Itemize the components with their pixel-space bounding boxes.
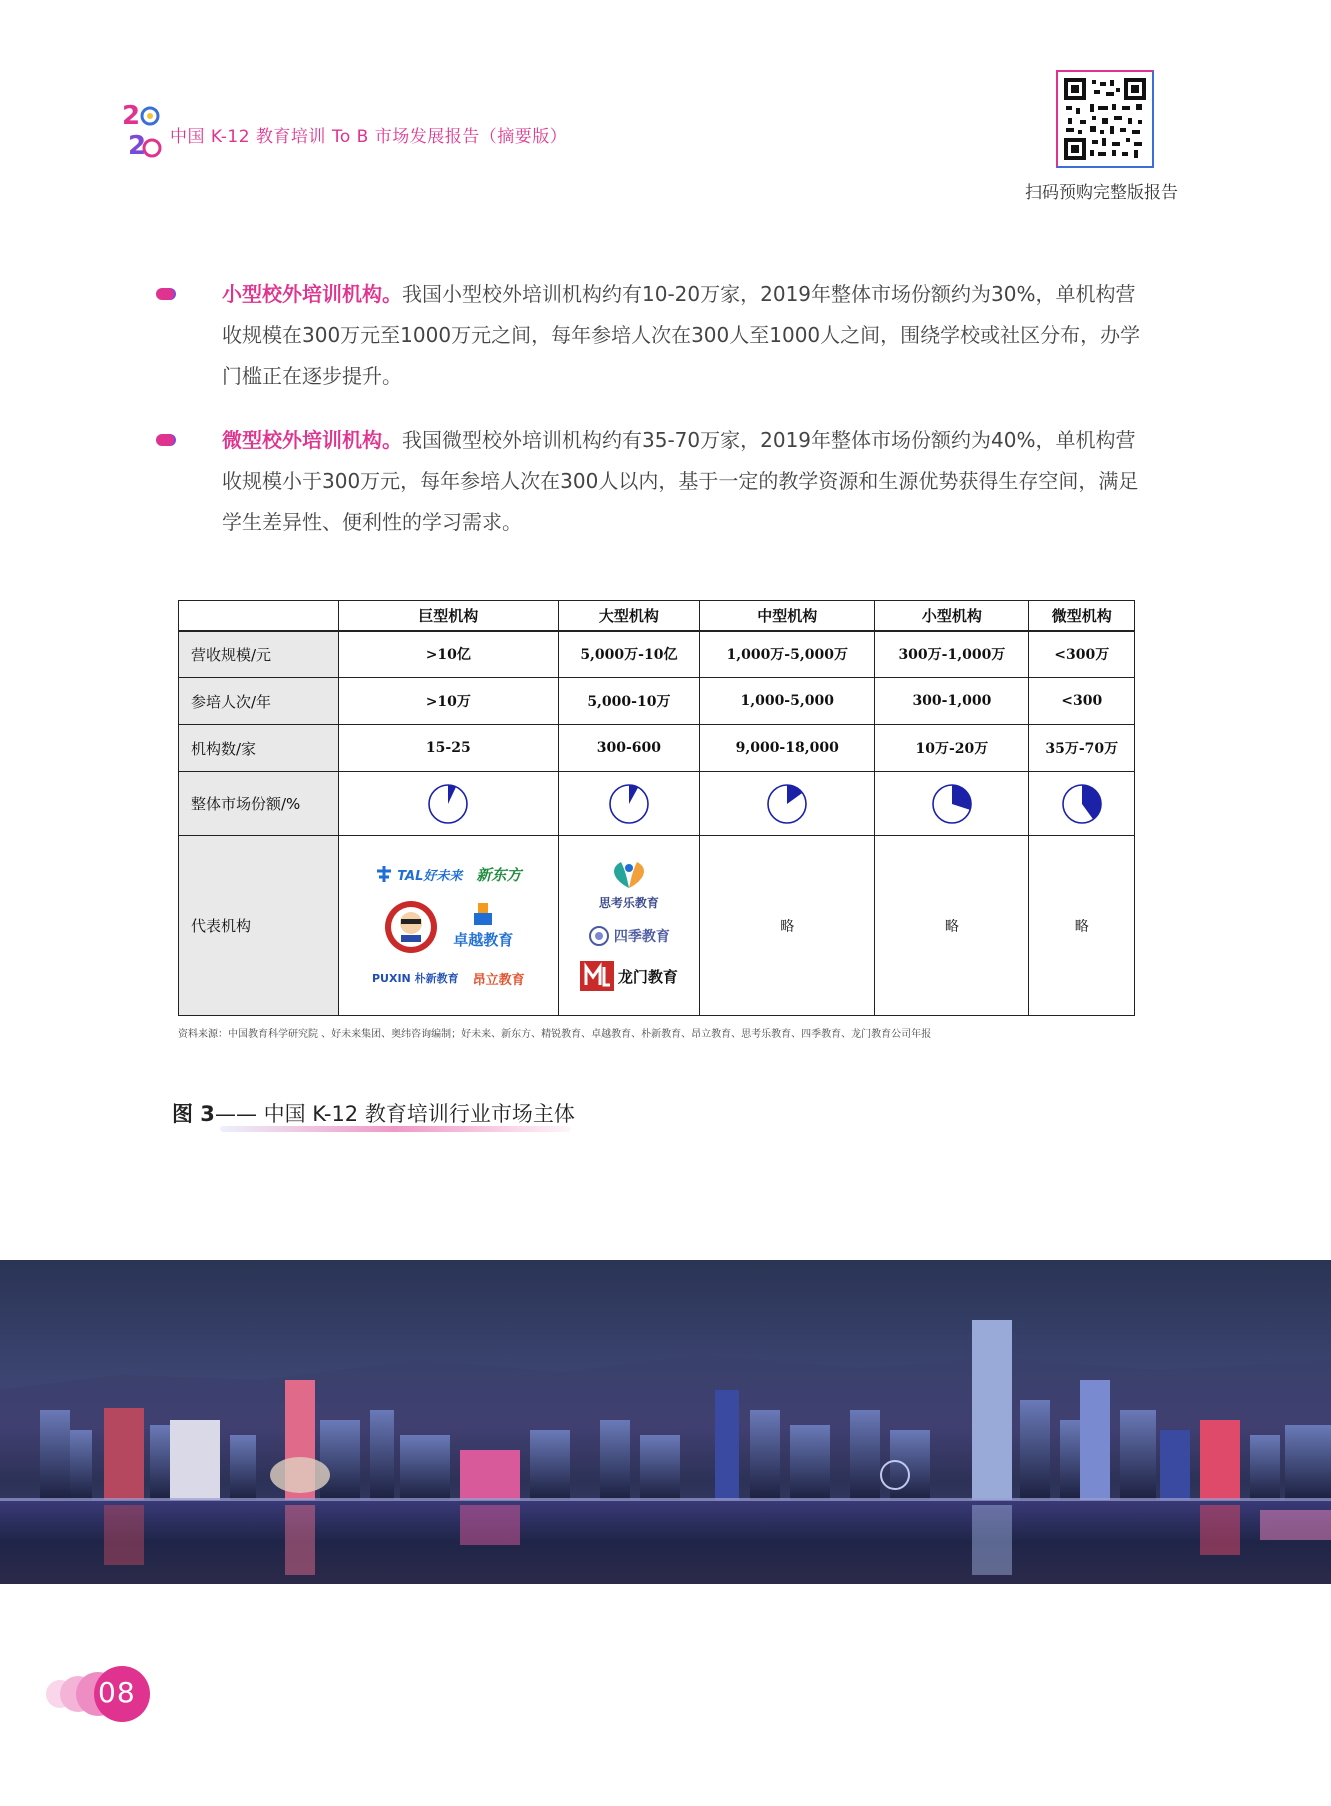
- jingrui-logo: [383, 899, 439, 955]
- bullet-head: 微型校外培训机构。: [222, 428, 402, 452]
- table-cell: 10万-20万: [875, 725, 1029, 772]
- row-label: 机构数/家: [179, 725, 339, 772]
- skyline-illustration: [0, 1260, 1331, 1584]
- market-share-pie: [931, 783, 973, 825]
- table-cell: >10万: [339, 678, 559, 725]
- bullet-head: 小型校外培训机构。: [222, 282, 402, 306]
- table-cell: 略: [1029, 836, 1135, 1016]
- bullet-dot-icon: [156, 288, 174, 300]
- caption-underline: [220, 1126, 570, 1132]
- table-cell: <300万: [1029, 631, 1135, 678]
- figure-caption: [172, 1098, 575, 1128]
- tal-mark-icon: [375, 865, 393, 883]
- table-cell: 300-1,000: [875, 678, 1029, 725]
- table-cell: [875, 772, 1029, 836]
- table-cell: 300-600: [558, 725, 700, 772]
- table-cell: 35万-70万: [1029, 725, 1135, 772]
- qr-code-icon: [1064, 78, 1146, 160]
- angli-logo: 昂立教育: [472, 972, 525, 988]
- sikaole-logo: 思考乐教育: [599, 860, 659, 911]
- table-cell: [558, 836, 700, 1016]
- table-cell: 略: [700, 836, 875, 1016]
- table-cell: 5,000-10万: [558, 678, 700, 725]
- report-title: 中国 K-12 教育培训 To B 市场发展报告（摘要版）: [170, 127, 568, 147]
- 2020-logo: [120, 98, 166, 162]
- table-cell: 1,000-5,000: [700, 678, 875, 725]
- bullet-small-institutions: [178, 274, 1153, 397]
- market-share-pie: [1061, 783, 1103, 825]
- city-skyline-image: [0, 1260, 1331, 1584]
- puxin-logo: PUXIN 朴新教育: [371, 972, 459, 985]
- col-header: 中型机构: [700, 601, 875, 631]
- table-row: [179, 631, 1135, 678]
- col-header: 巨型机构: [339, 601, 559, 631]
- bullet-micro-institutions: [178, 420, 1153, 543]
- tal-logo: TAL好未来: [375, 865, 462, 884]
- market-segment-table: [178, 600, 1135, 1016]
- xdf-logo: 新东方: [476, 865, 522, 884]
- row-label: 参培人次/年: [179, 678, 339, 725]
- table-cell: [1029, 772, 1135, 836]
- col-header: 小型机构: [875, 601, 1029, 631]
- page-number-badge: [46, 1666, 156, 1722]
- source-note: 资料来源：中国教育科学研究院 、好未来集团、奥纬咨询编制；好未来、新东方、精锐教育、卓越教育、朴新教育、昂立教育、思考乐教育、四季教育、龙门教育公司年报: [178, 1029, 932, 1040]
- longmen-logo: 龙门教育: [580, 961, 678, 991]
- table-cell: 15-25: [339, 725, 559, 772]
- table-corner-cell: [179, 601, 339, 631]
- col-header: 微型机构: [1029, 601, 1135, 631]
- bullet-body: 我国微型校外培训机构约有35-70万家，2019年整体市场份额约为40%，单机构营收规模小于300万元，每年参培人次在300人以内，基于一定的教学资源和生源优势获得生存空间，满足学生差异性、便利性的学习需求。: [222, 428, 1139, 534]
- table-cell: 9,000-18,000: [700, 725, 875, 772]
- market-share-pie: [766, 783, 808, 825]
- table-cell: <300: [1029, 678, 1135, 725]
- page-number: 08: [98, 1676, 136, 1709]
- table-cell: 略: [875, 836, 1029, 1016]
- figure-dash: ——: [214, 1102, 257, 1126]
- col-header: 大型机构: [558, 601, 700, 631]
- table-row-market-share: [179, 772, 1135, 836]
- qr-caption: 扫码预购完整版报告: [1025, 183, 1178, 203]
- jingrui-badge-icon: [383, 899, 439, 955]
- bullet-body: 我国小型校外培训机构约有10-20万家，2019年整体市场份额约为30%，单机构营收规模在300万元至1000万元之间，每年参培人次在300人至1000人之间，围绕学校或社区分布，办学门槛正在逐步提升。: [222, 282, 1141, 388]
- siji-logo: 四季教育: [588, 925, 670, 947]
- table-row: [179, 678, 1135, 725]
- sikaole-leaf-icon: [603, 860, 655, 890]
- table-cell: [558, 772, 700, 836]
- svg-text:2: 2: [128, 131, 147, 161]
- zhuoyue-logo: 卓越教育: [453, 903, 513, 950]
- table-cell: 300万-1,000万: [875, 631, 1029, 678]
- table-cell: >10亿: [339, 631, 559, 678]
- table-row: [179, 725, 1135, 772]
- table-cell: 5,000万-10亿: [558, 631, 700, 678]
- table-row-representatives: [179, 836, 1135, 1016]
- bullet-dot-icon: [156, 434, 174, 446]
- row-label: 整体市场份额/%: [179, 772, 339, 836]
- row-label: 代表机构: [179, 836, 339, 1016]
- figure-title: 中国 K-12 教育培训行业市场主体: [263, 1102, 575, 1126]
- market-share-pie: [608, 783, 650, 825]
- market-share-pie: [427, 783, 469, 825]
- svg-text:2: 2: [122, 101, 141, 131]
- table-cell: [339, 772, 559, 836]
- qr-code[interactable]: [1056, 70, 1154, 168]
- figure-number: 图 3: [172, 1102, 215, 1126]
- table-cell: [339, 836, 559, 1016]
- siji-mark-icon: [588, 925, 610, 947]
- longmen-mark-icon: [580, 961, 614, 991]
- zhuoyue-mark-icon: [472, 903, 494, 925]
- row-label: 营收规模/元: [179, 631, 339, 678]
- table-cell: 1,000万-5,000万: [700, 631, 875, 678]
- table-cell: [700, 772, 875, 836]
- table-header-row: [179, 601, 1135, 631]
